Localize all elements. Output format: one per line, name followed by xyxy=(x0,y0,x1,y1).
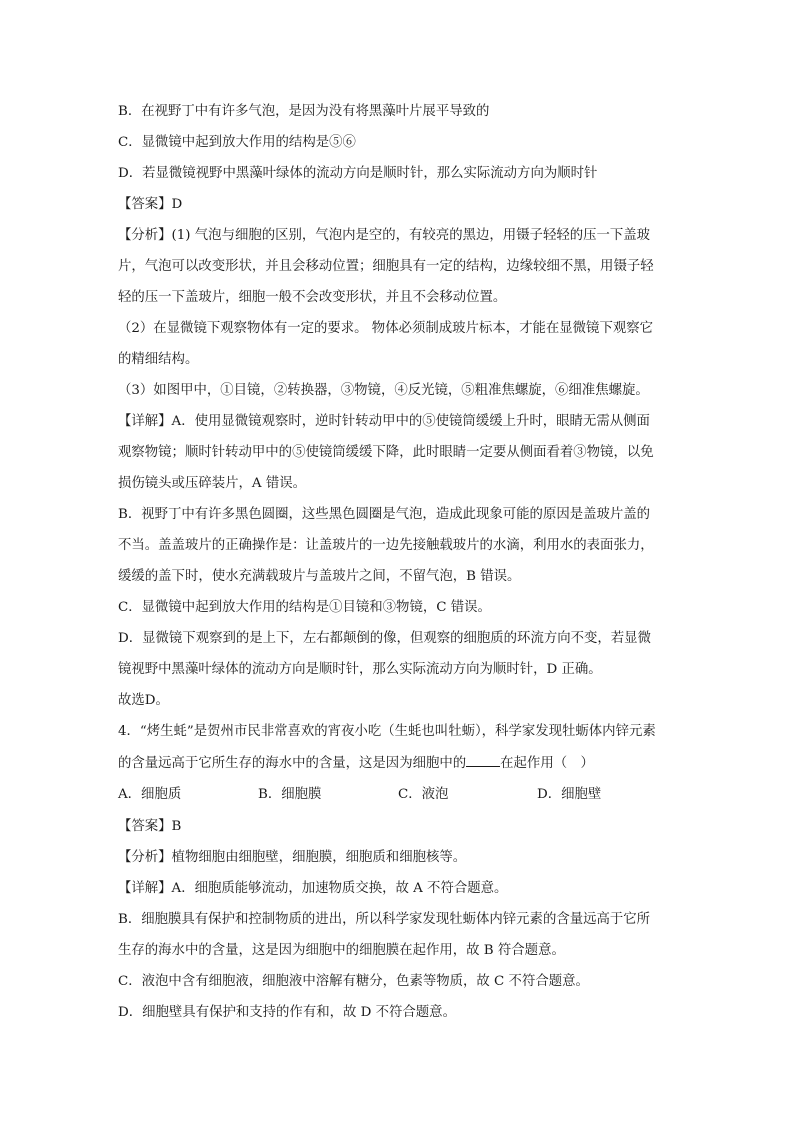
answer-blank xyxy=(466,753,500,767)
detail-line-11: B．细胞膜具有保护和控制物质的进出，所以科学家发现牡蛎体内锌元素的含量远高于它所 xyxy=(118,912,651,927)
conclusion-line: 故选D。 xyxy=(118,693,169,708)
option-d-line: D．若显微镜视野中黑藻叶绿体的流动方向是顺时针，那么实际流动方向为顺时针 xyxy=(118,166,598,181)
detail-line-4: B．视野丁中有许多黑色圆圈，这些黑色圆圈是气泡，造成此现象可能的原因是盖玻片盖的 xyxy=(118,507,651,522)
detail-line-10: 【详解】A．细胞质能够流动，加速物质交换，故 A 不符合题意。 xyxy=(118,881,508,896)
option-b-line: B．在视野丁中有许多气泡，是因为没有将黑藻叶片展平导致的 xyxy=(118,104,490,119)
detail-line-3: 损伤镜头或压碎装片，A 错误。 xyxy=(118,476,307,491)
answer-line-2: 【答案】B xyxy=(118,819,182,834)
q4-text-after-blank: 在起作用（ ） xyxy=(500,756,594,771)
question-4-options xyxy=(118,785,678,805)
detail-line-12: 生存的海水中的含量，这是因为细胞中的细胞膜在起作用，故 B 符合题意。 xyxy=(118,943,565,958)
option-c-line: C．显微镜中起到放大作用的结构是⑤⑥ xyxy=(118,135,356,150)
question-4-line-1: 4．“烤生蚝”是贺州市民非常喜欢的宵夜小吃（生蚝也叫牡蛎），科学家发现牡蛎体内锌元素 xyxy=(118,724,656,739)
option-a: A．细胞质 xyxy=(118,787,182,802)
question-4-line-2 xyxy=(118,753,678,774)
analysis-line-3: 轻的压一下盖玻片，细胞一般不会改变形状，并且不会移动位置。 xyxy=(118,290,507,305)
answer-line: 【答案】D xyxy=(118,197,183,212)
detail-line-5: 不当。盖盖玻片的正确操作是：让盖玻片的一边先接触载玻片的水滴，利用水的表面张力， xyxy=(118,538,654,553)
detail-line-1: 【详解】A．使用显微镜观察时，逆时针转动甲中的⑤使镜筒缓缓上升时，眼睛无需从侧面 xyxy=(118,414,650,429)
detail-line-2: 观察物镜；顺时针转动甲中的⑤使镜筒缓缓下降，此时眼睛一定要从侧面看着③物镜，以免 xyxy=(118,445,654,460)
q4-text-before-blank: 的含量远高于它所生存的海水中的含量，这是因为细胞中的 xyxy=(118,756,467,771)
option-b: B．细胞膜 xyxy=(258,787,322,802)
analysis-line-6: （3）如图甲中，①目镜，②转换器，③物镜，④反光镜，⑤粗准焦螺旋，⑥细准焦螺旋。 xyxy=(118,383,649,398)
analysis-line-5: 的精细结构。 xyxy=(118,352,199,367)
detail-line-9: 镜视野中黑藻叶绿体的流动方向是顺时针，那么实际流动方向为顺时针，D 正确。 xyxy=(118,662,602,677)
option-c: C．液泡 xyxy=(398,787,449,802)
option-d: D．细胞壁 xyxy=(537,787,602,802)
analysis-line-4: （2）在显微镜下观察物体有一定的要求。 物体必须制成玻片标本，才能在显微镜下观察它 xyxy=(118,321,654,336)
detail-line-6: 缓缓的盖下时，使水充满载玻片与盖玻片之间，不留气泡，B 错误。 xyxy=(118,569,521,584)
detail-line-8: D．显微镜下观察到的是上下，左右都颠倒的像，但观察的细胞质的环流方向不变，若显微 xyxy=(118,631,651,646)
detail-line-13: C．液泡中含有细胞液，细胞液中溶解有糖分，色素等物质，故 C 不符合题意。 xyxy=(118,974,589,989)
detail-line-7: C．显微镜中起到放大作用的结构是①目镜和③物镜，C 错误。 xyxy=(118,600,491,615)
detail-line-14: D．细胞壁具有保护和支持的作有和，故 D 不符合题意。 xyxy=(118,1005,456,1020)
analysis-line-7: 【分析】植物细胞由细胞壁，细胞膜，细胞质和细胞核等。 xyxy=(118,850,467,865)
analysis-line-1: 【分析】(1) 气泡与细胞的区别，气泡内是空的，有较亮的黑边，用镊子轻轻的压一下盖玻 xyxy=(118,228,651,243)
analysis-line-2: 片，气泡可以改变形状，并且会移动位置；细胞具有一定的结构，边缘较细不黑，用镊子轻 xyxy=(118,259,654,274)
